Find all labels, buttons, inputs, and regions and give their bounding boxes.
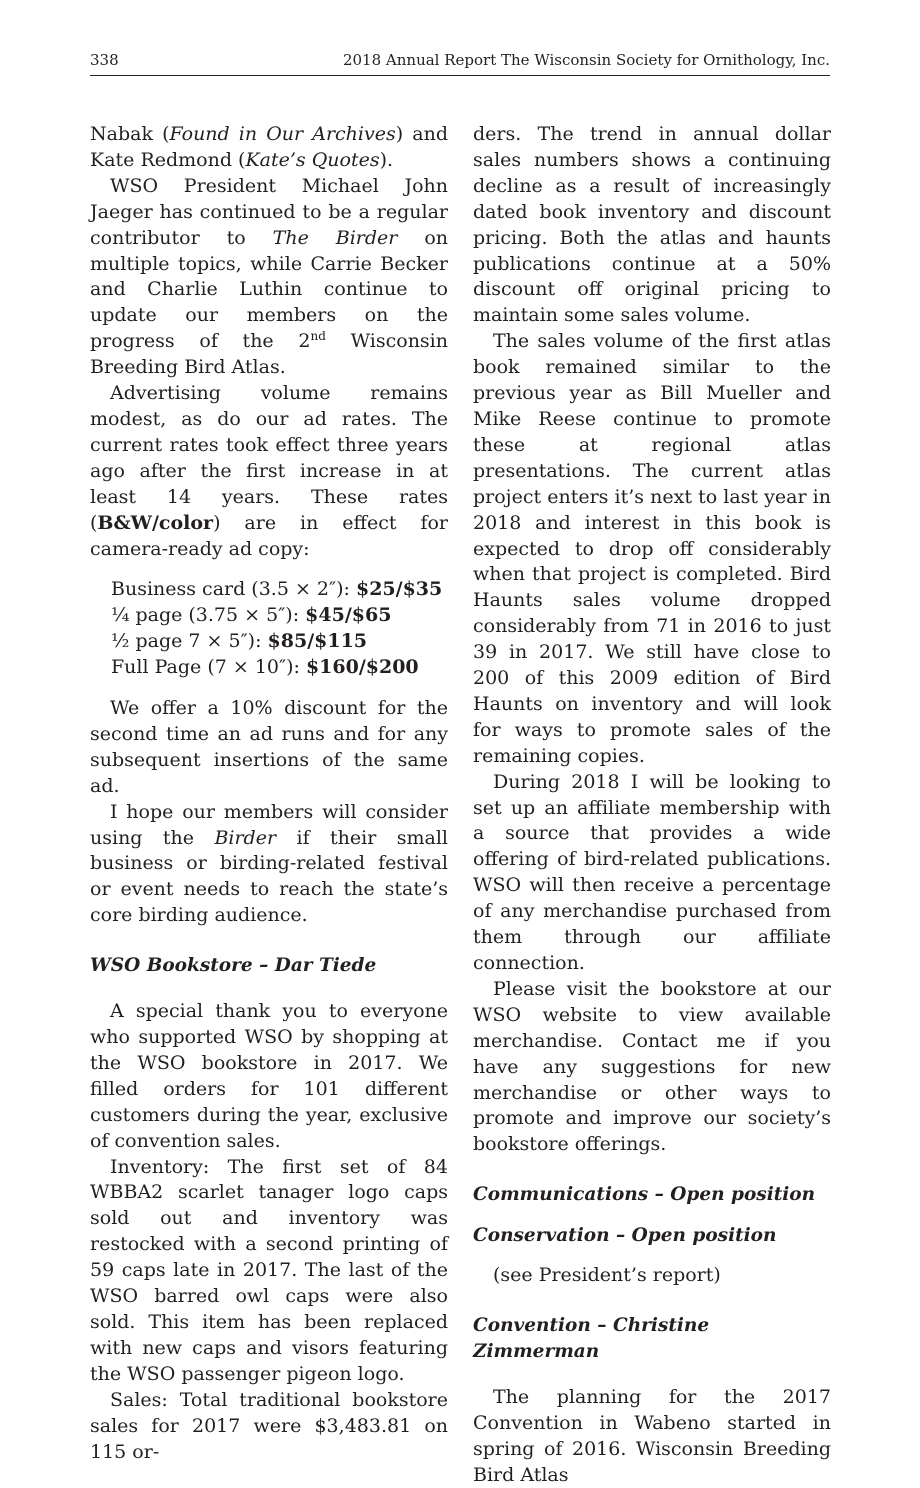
ad-rates-list bbox=[111, 577, 448, 681]
paragraph-atlas-sales: The sales volume of the first atlas book remained similar to the previous year as Bill Mueller and Mike Reese continue to promote these at regional atlas presentations. The current atlas project enters it’s next to last year in 2018 and interest in this book is expected to drop off considerably when that project is completed. Bird Haunts sales volume dropped considerably from 71 in 2016 to just 39 in 2017. We still have close to 200 of this 2009 edition of Bird Haunts on inventory and will look for ways to promote sales of the remaining copies. bbox=[473, 330, 831, 767]
paragraph-affiliate: During 2018 I will be looking to set up an affiliate membership with a source that provides a wide offering of bird-related publications. WSO will then receive a percentage of any merchandise purchased from them through our affiliate connection. bbox=[473, 770, 831, 974]
heading-convention: Convention – Christine Zimmerman bbox=[473, 1314, 710, 1362]
heading-communications: Communications – Open position bbox=[473, 1184, 816, 1206]
heading-bookstore: WSO Bookstore – Dar Tiede bbox=[90, 955, 377, 977]
ad-rate-item: Business card (3.5 × 2″): $25/$35 bbox=[111, 578, 443, 601]
left-column bbox=[90, 122, 448, 1465]
paragraph-discount: We offer a 10% discount for the second time an ad runs and for any subsequent insertions of the same ad. bbox=[90, 697, 448, 797]
paragraph-president: WSO President Michael John Jaeger has continued to be a regular contributor to The Birder on multiple topics, while Carrie Becker and Charlie Luthin continue to update our members on the progress of the 2nd Wisconsin Breeding Bird Atlas. bbox=[90, 174, 449, 379]
paragraph-sales-continued: ders. The trend in annual dollar sales numbers shows a continuing decline as a result of increasingly dated book inventory and discount pricing. Both the atlas and haunts publications continue at a 50% discount off original pricing to maintain some sales volume. bbox=[473, 123, 831, 327]
paragraph-sales: Sales: Total traditional bookstore sales for 2017 were $3,483.81 on 115 or- bbox=[90, 1388, 448, 1463]
ad-rate-item: ½ page 7 × 5″): $85/$115 bbox=[111, 630, 368, 653]
paragraph-see-president: (see President’s report) bbox=[493, 1264, 721, 1287]
paragraph-inventory: Inventory: The first set of 84 WBBA2 scarlet tanager logo caps sold out and inventory was restocked with a second printing of 59 caps late in 2017. The last of the WSO barred owl caps were also sold. This item has been replaced with new caps and visors featuring the WSO passenger pigeon logo. bbox=[90, 1155, 448, 1385]
ad-rate-item: ¼ page (3.75 × 5″): $45/$65 bbox=[111, 604, 392, 627]
paragraph-convention: The planning for the 2017 Convention in Wabeno started in spring of 2016. Wisconsin Breeding Bird Atlas bbox=[473, 1385, 831, 1486]
running-title: 2018 Annual Report The Wisconsin Society for Ornithology, Inc. bbox=[342, 51, 830, 69]
ad-rate-item: Full Page (7 × 10″): $160/$200 bbox=[111, 656, 419, 679]
page-number: 338 bbox=[90, 51, 119, 69]
paragraph-visit-bookstore: Please visit the bookstore at our WSO website to view available merchandise. Contact me if you have any suggestions for new merchandise or other ways to promote and improve our society’s bookstore offerings. bbox=[473, 977, 831, 1156]
heading-conservation: Conservation – Open position bbox=[473, 1225, 777, 1247]
paragraph-advertising: Advertising volume remains modest, as do our ad rates. The current rates took effect three years ago after the first increase in at least 14 years. These rates (B&W/color) are in effect for camera-ready ad copy: bbox=[90, 382, 448, 560]
paragraph-nabak: Nabak (Found in Our Archives) and Kate Redmond (Kate’s Quotes). bbox=[90, 123, 448, 171]
running-header bbox=[90, 50, 830, 76]
paragraph-hope: I hope our members will consider using the Birder if their small business or birding-related festival or event needs to reach the state’s core birding audience. bbox=[90, 800, 448, 927]
right-column bbox=[473, 122, 831, 1488]
paragraph-thank-you: A special thank you to everyone who supported WSO by shopping at the WSO bookstore in 2017. We filled orders for 101 different customers during the year, exclusive of convention sales. bbox=[90, 1000, 448, 1152]
